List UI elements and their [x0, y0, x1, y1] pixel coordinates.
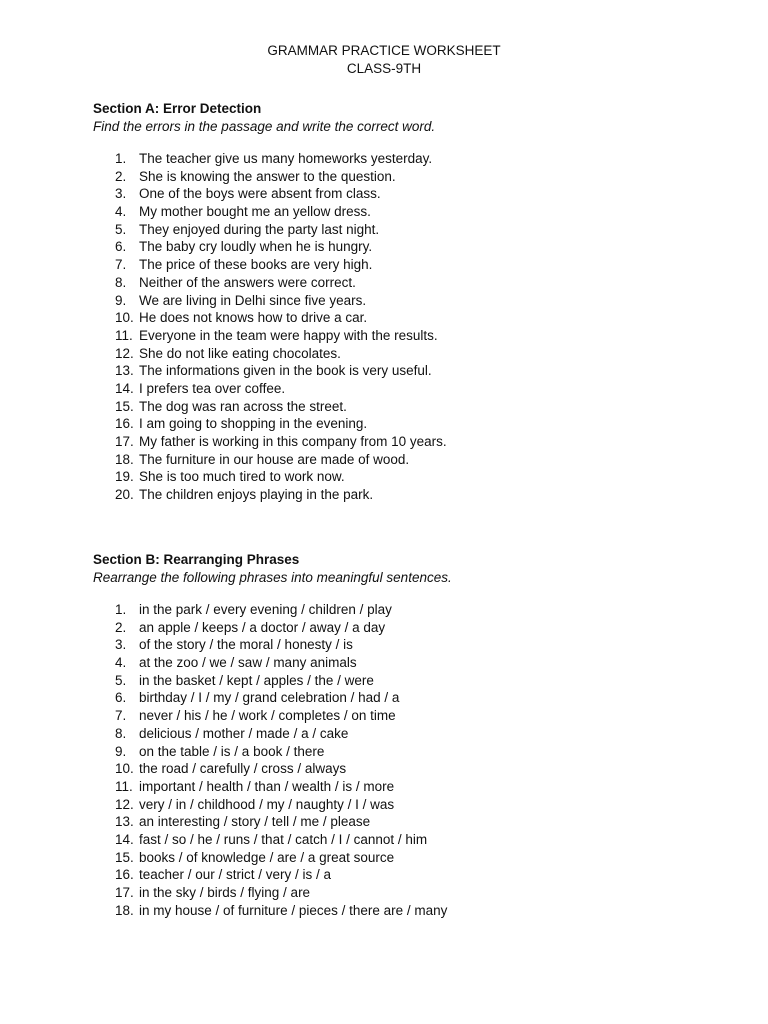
- item-number: 17.: [115, 434, 134, 449]
- item-number: 15.: [115, 849, 134, 865]
- item-text: delicious / mother / made / a / cake: [139, 725, 349, 741]
- item-number: 18.: [115, 902, 134, 918]
- item-text: One of the boys were absent from class.: [139, 186, 381, 202]
- item-text: teacher / our / strict / very / is / a: [139, 867, 332, 883]
- list-item: [93, 380, 713, 398]
- list-item: [93, 203, 713, 221]
- item-number: 19.: [115, 469, 134, 485]
- section-b-title: Section B: Rearranging Phrases: [93, 552, 300, 567]
- item-text: She do not like eating chocolates.: [139, 345, 341, 361]
- list-item: [93, 398, 713, 416]
- list-item: [93, 433, 713, 451]
- item-number: 14.: [115, 831, 134, 847]
- section-b-instruction: Rearrange the following phrases into meaningful sentences.: [93, 570, 452, 585]
- item-number: 5.: [115, 672, 127, 688]
- list-item: [93, 760, 713, 778]
- section-a-instruction: Find the errors in the passage and write the correct word.: [93, 119, 436, 134]
- item-number: 6.: [115, 690, 127, 706]
- worksheet-class: CLASS-9TH: [346, 61, 422, 76]
- list-item: [93, 884, 713, 902]
- section-a-title: Section A: Error Detection: [93, 101, 262, 116]
- item-number: 14.: [115, 380, 134, 396]
- item-number: 12.: [115, 345, 134, 361]
- item-text: The teacher give us many homeworks yesterday.: [139, 151, 433, 166]
- list-item: [93, 725, 713, 743]
- item-text: in the sky / birds / flying / are: [139, 885, 311, 900]
- item-text: My mother bought me an yellow dress.: [139, 204, 371, 220]
- item-text: books / of knowledge / are / a great source: [139, 849, 395, 865]
- list-item: [93, 468, 713, 486]
- item-text: in the basket / kept / apples / the / were: [139, 672, 374, 688]
- section-a-list: [93, 150, 713, 504]
- item-number: 8.: [115, 725, 127, 741]
- item-text: of the story / the moral / honesty / is: [139, 637, 353, 653]
- list-item: [93, 743, 713, 761]
- list-item: [93, 619, 713, 637]
- item-text: at the zoo / we / saw / many animals: [139, 655, 357, 671]
- list-item: [93, 831, 713, 849]
- item-text: The baby cry loudly when he is hungry.: [139, 239, 373, 255]
- list-item: [93, 796, 713, 814]
- item-text: in the park / every evening / children / play: [139, 602, 392, 617]
- section-a: [93, 100, 713, 504]
- item-number: 17.: [115, 885, 134, 900]
- list-item: [93, 654, 713, 672]
- item-number: 15.: [115, 398, 134, 414]
- item-text: The children enjoys playing in the park.: [139, 487, 374, 503]
- list-item: [93, 689, 713, 707]
- item-text: We are living in Delhi since five years.: [139, 292, 367, 308]
- list-item: [93, 778, 713, 796]
- item-text: an apple / keeps / a doctor / away / a day: [139, 619, 386, 635]
- item-number: 2.: [115, 168, 127, 184]
- item-number: 4.: [115, 204, 127, 220]
- item-number: 7.: [115, 708, 127, 724]
- item-number: 9.: [115, 292, 127, 308]
- list-item: [93, 902, 713, 920]
- item-number: 1.: [115, 151, 127, 166]
- item-text: on the table / is / a book / there: [139, 743, 325, 759]
- item-number: 8.: [115, 274, 127, 290]
- item-number: 3.: [115, 637, 127, 653]
- list-item: [93, 451, 713, 469]
- section-b: [93, 551, 713, 919]
- item-number: 20.: [115, 487, 134, 503]
- item-text: an interesting / story / tell / me / please: [139, 814, 371, 830]
- item-number: 9.: [115, 743, 127, 759]
- item-text: I am going to shopping in the evening.: [139, 416, 368, 432]
- item-number: 13.: [115, 363, 134, 379]
- item-number: 12.: [115, 796, 134, 812]
- item-number: 16.: [115, 867, 134, 883]
- item-text: important / health / than / wealth / is / more: [139, 778, 395, 794]
- list-item: [93, 707, 713, 725]
- list-item: [93, 415, 713, 433]
- item-text: The informations given in the book is very useful.: [139, 363, 432, 379]
- list-item: [93, 866, 713, 884]
- list-item: [93, 292, 713, 310]
- item-text: The furniture in our house are made of wood.: [139, 451, 410, 467]
- item-number: 4.: [115, 655, 127, 671]
- item-number: 11.: [115, 778, 133, 794]
- item-text: very / in / childhood / my / naughty / I / was: [139, 796, 395, 812]
- item-text: My father is working in this company from 10 years.: [139, 434, 447, 449]
- item-text: Everyone in the team were happy with the results.: [139, 327, 438, 343]
- item-text: She is too much tired to work now.: [139, 469, 345, 485]
- list-item: [93, 185, 713, 203]
- item-text: She is knowing the answer to the question.: [139, 168, 396, 184]
- item-number: 11.: [115, 327, 133, 343]
- item-text: the road / carefully / cross / always: [139, 761, 347, 777]
- list-item: [93, 168, 713, 186]
- item-text: He does not knows how to drive a car.: [139, 310, 368, 326]
- worksheet-title: GRAMMAR PRACTICE WORKSHEET: [267, 43, 501, 58]
- item-number: 7.: [115, 257, 127, 273]
- section-b-list: [93, 601, 713, 919]
- item-number: 13.: [115, 814, 134, 830]
- list-item: [93, 345, 713, 363]
- worksheet-header: [0, 42, 768, 78]
- list-item: [93, 256, 713, 274]
- item-text: The price of these books are very high.: [139, 257, 373, 273]
- item-text: They enjoyed during the party last night.: [139, 221, 380, 237]
- item-text: never / his / he / work / completes / on time: [139, 708, 396, 724]
- item-text: The dog was ran across the street.: [139, 398, 347, 414]
- item-text: in my house / of furniture / pieces / there are / many: [139, 902, 448, 918]
- list-item: [93, 849, 713, 867]
- item-number: 3.: [115, 186, 127, 202]
- item-text: fast / so / he / runs / that / catch / I / cannot / him: [139, 831, 428, 847]
- list-item: [93, 238, 713, 256]
- list-item: [93, 274, 713, 292]
- item-number: 2.: [115, 619, 127, 635]
- item-text: I prefers tea over coffee.: [139, 380, 286, 396]
- list-item: [93, 362, 713, 380]
- item-number: 16.: [115, 416, 134, 432]
- item-text: birthday / I / my / grand celebration / had / a: [139, 690, 400, 706]
- list-item: [93, 601, 713, 619]
- item-number: 10.: [115, 310, 134, 326]
- list-item: [93, 150, 713, 168]
- list-item: [93, 221, 713, 239]
- list-item: [93, 636, 713, 654]
- list-item: [93, 309, 713, 327]
- list-item: [93, 813, 713, 831]
- item-text: Neither of the answers were correct.: [139, 274, 356, 290]
- list-item: [93, 486, 713, 504]
- list-item: [93, 327, 713, 345]
- list-item: [93, 672, 713, 690]
- item-number: 6.: [115, 239, 127, 255]
- item-number: 1.: [115, 602, 127, 617]
- item-number: 5.: [115, 221, 127, 237]
- item-number: 18.: [115, 451, 134, 467]
- item-number: 10.: [115, 761, 134, 777]
